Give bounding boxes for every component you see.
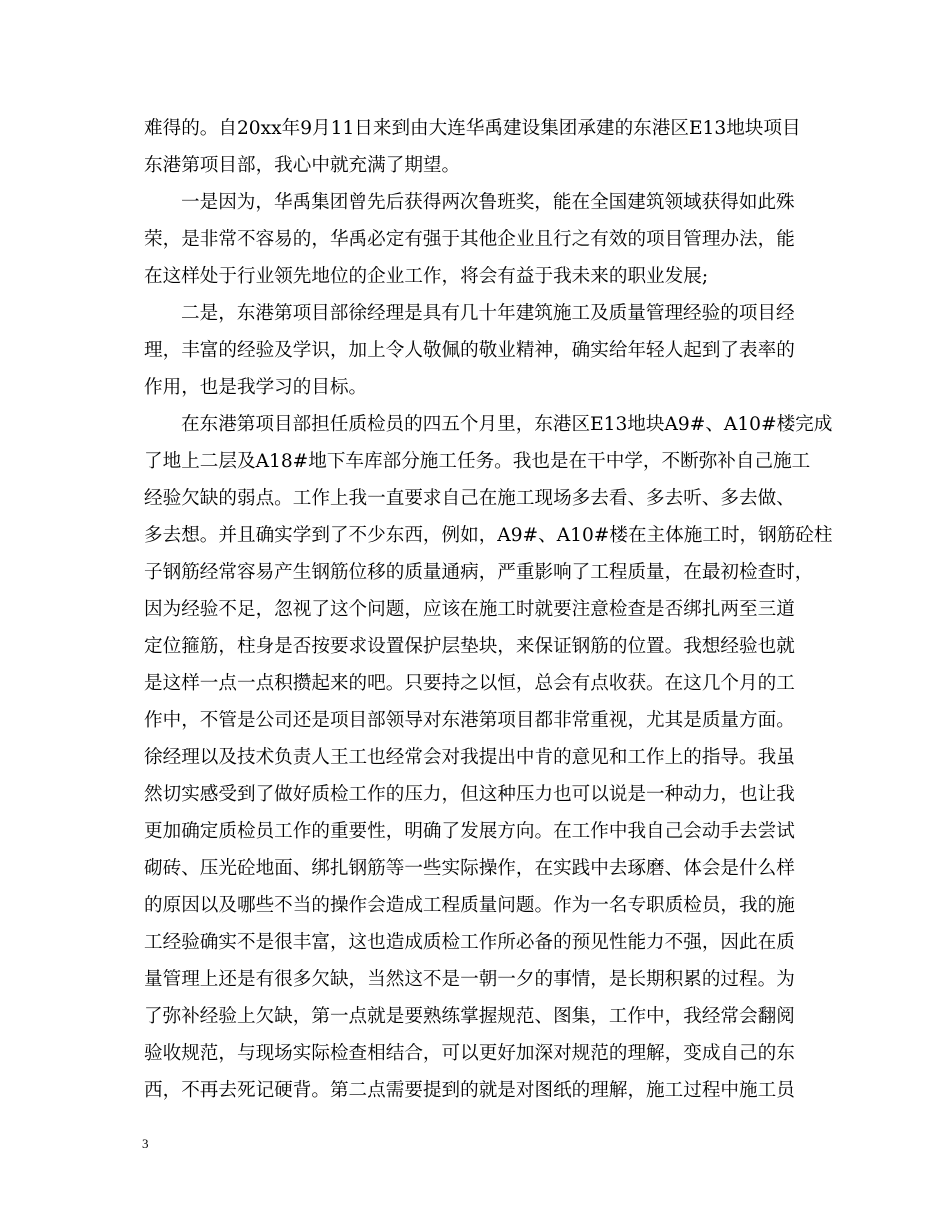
paragraph-line: 多去想。并且确实学到了不少东西，例如，A9#、A10#楼在主体施工时，钢筋砼柱 <box>144 525 833 546</box>
paragraph-line: 工经验确实不是很丰富，这也造成质检工作所必备的预见性能力不强，因此在质 <box>144 932 795 953</box>
paragraph-line: 是这样一点一点积攒起来的吧。只要持之以恒，总会有点收获。在这几个月的工 <box>144 673 795 694</box>
paragraph-line: 难得的。自20xx年9月11日来到由大连华禹建设集团承建的东港区E13地块项目 <box>144 118 801 139</box>
page-number: 3 <box>142 1136 149 1151</box>
paragraph-line: 更加确定质检员工作的重要性，明确了发展方向。在工作中我自己会动手去尝试 <box>144 821 795 842</box>
paragraph-line: 在东港第项目部担任质检员的四五个月里，东港区E13地块A9#、A10#楼完成 <box>181 414 833 435</box>
paragraph-line: 理，丰富的经验及学识，加上令人敬佩的敬业精神，确实给年轻人起到了表率的 <box>144 340 795 361</box>
paragraph-line: 子钢筋经常容易产生钢筋位移的质量通病，严重影响了工程质量，在最初检查时， <box>144 562 814 583</box>
paragraph-line: 量管理上还是有很多欠缺，当然这不是一朝一夕的事情，是长期积累的过程。为 <box>144 969 795 990</box>
paragraph-line: 的原因以及哪些不当的操作会造成工程质量问题。作为一名专职质检员，我的施 <box>144 895 795 916</box>
paragraph-line: 徐经理以及技术负责人王工也经常会对我提出中肯的意见和工作上的指导。我虽 <box>144 747 795 768</box>
paragraph-line: 了地上二层及A18#地下车库部分施工任务。我也是在干中学，不断弥补自己施工 <box>144 451 811 472</box>
paragraph-line: 东港第项目部，我心中就充满了期望。 <box>144 155 461 176</box>
paragraph-line: 了弥补经验上欠缺，第一点就是要熟练掌握规范、图集，工作中，我经常会翻阅 <box>144 1006 795 1027</box>
paragraph-line: 砌砖、压光砼地面、绑扎钢筋等一些实际操作，在实践中去琢磨、体会是什么样 <box>144 858 795 879</box>
paragraph-line: 二是，东港第项目部徐经理是具有几十年建筑施工及质量管理经验的项目经 <box>181 303 795 324</box>
paragraph-line: 西，不再去死记硬背。第二点需要提到的就是对图纸的理解，施工过程中施工员 <box>144 1080 795 1101</box>
paragraph-line: 作中，不管是公司还是项目部领导对东港第项目都非常重视，尤其是质量方面。 <box>144 710 795 731</box>
paragraph-line: 然切实感受到了做好质检工作的压力，但这种压力也可以说是一种动力，也让我 <box>144 784 795 805</box>
paragraph-line: 经验欠缺的弱点。工作上我一直要求自己在施工现场多去看、多去听、多去做、 <box>144 488 795 509</box>
paragraph-line: 定位箍筋，柱身是否按要求设置保护层垫块，来保证钢筋的位置。我想经验也就 <box>144 636 795 657</box>
paragraph-line: 荣，是非常不容易的，华禹必定有强于其他企业且行之有效的项目管理办法，能 <box>144 229 795 250</box>
paragraph-line: 在这样处于行业领先地位的企业工作，将会有益于我未来的职业发展; <box>144 266 709 287</box>
paragraph-line: 验收规范，与现场实际检查相结合，可以更好加深对规范的理解，变成自己的东 <box>144 1043 795 1064</box>
paragraph-line: 因为经验不足，忽视了这个问题，应该在施工时就要注意检查是否绑扎两至三道 <box>144 599 795 620</box>
paragraph-line: 一是因为，华禹集团曾先后获得两次鲁班奖，能在全国建筑领域获得如此殊 <box>181 192 795 213</box>
paragraph-line: 作用，也是我学习的目标。 <box>144 377 368 398</box>
